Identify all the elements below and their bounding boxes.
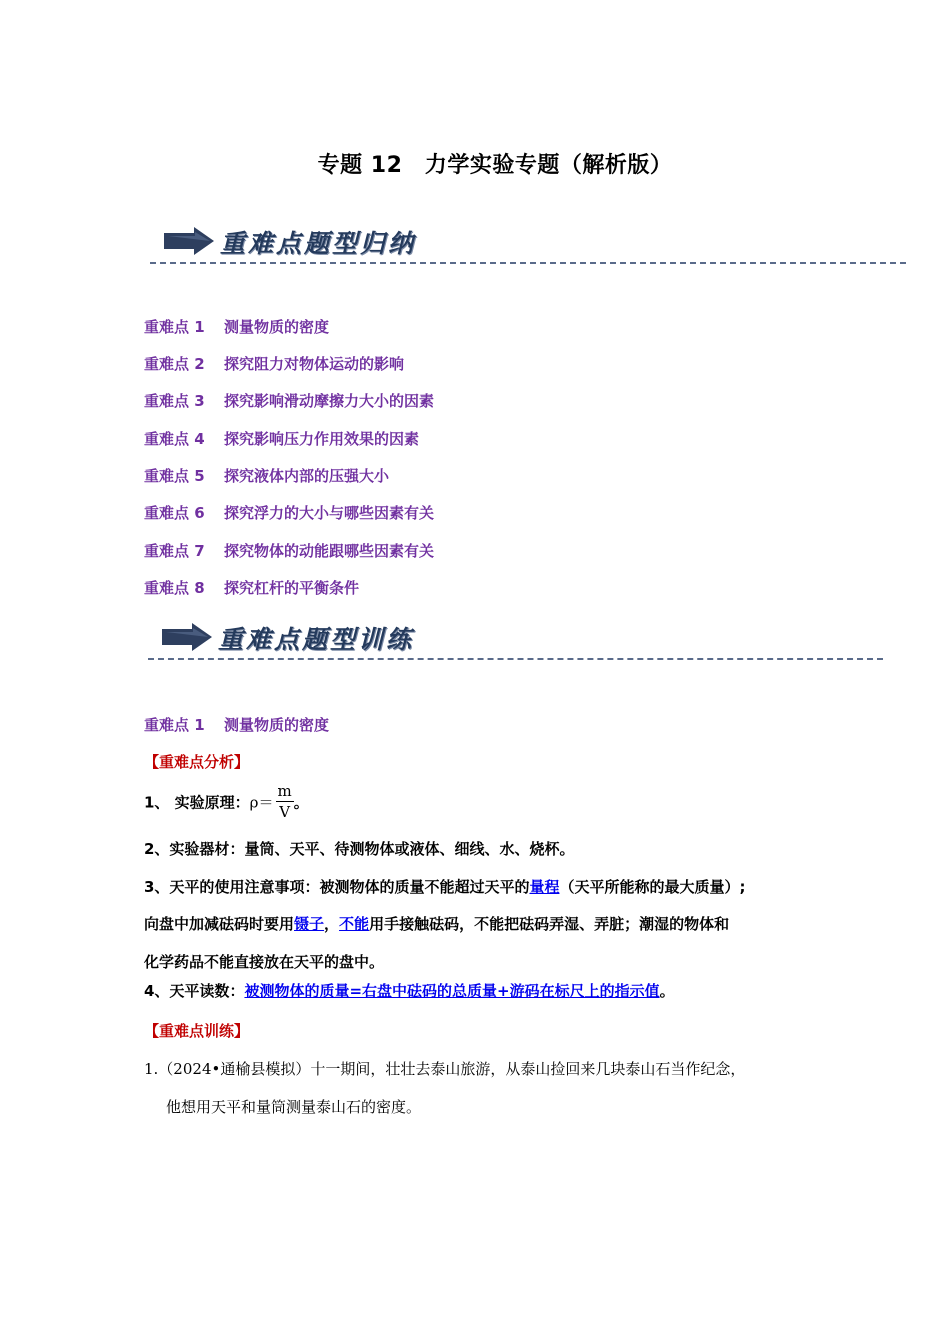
section-heading: 重难点 1 测量物质的密度 [144,716,330,734]
toc-item[interactable]: 重难点 5 探究液体内部的压强大小 [144,467,390,485]
notes-line-2: 向盘中加减砝码时要用镊子，不能用手接触砝码，不能把砝码弄湿、弄脏；潮湿的物体和 [144,915,730,933]
banner-summary-label: 重难点题型归纳 [220,229,417,258]
arrow-right-icon [164,227,214,255]
banner-divider [150,262,906,264]
principle-line: 1、 实验原理：ρ＝ $\frac{m}{V}$ 。 [144,782,309,821]
equipment-line: 2、实验器材：量筒、天平、待测物体或液体、细线、水、烧杯。 [144,840,575,858]
rho-symbol: ρ＝ [249,793,274,812]
notes-line-1: 3、天平的使用注意事项：被测物体的质量不能超过天平的量程（天平所能称的最大质量）; [144,878,746,896]
link-cannot[interactable]: 不能 [339,915,370,933]
toc-item[interactable]: 重难点 6 探究浮力的大小与哪些因素有关 [144,504,435,522]
link-reading-formula[interactable]: 被测物体的质量=右盘中砝码的总质量+游码在标尺上的指示值 [244,982,660,1000]
question-1-line-2: 他想用天平和量筒测量泰山石的密度。 [166,1098,422,1116]
banner-training-label: 重难点题型训练 [218,625,415,654]
density-fraction: $\frac{m}{V}$ [277,782,292,821]
analysis-heading: 【重难点分析】 [144,753,250,771]
toc-item[interactable]: 重难点 4 探究影响压力作用效果的因素 [144,430,420,448]
link-tweezers[interactable]: 镊子 [294,915,325,933]
link-range[interactable]: 量程 [529,878,560,896]
training-heading: 【重难点训练】 [144,1022,250,1040]
toc-item[interactable]: 重难点 8 探究杠杆的平衡条件 [144,579,360,597]
toc-item[interactable]: 重难点 1 测量物质的密度 [144,318,330,336]
reading-line: 4、天平读数：被测物体的质量=右盘中砝码的总质量+游码在标尺上的指示值。 [144,982,675,1000]
toc-item[interactable]: 重难点 3 探究影响滑动摩擦力大小的因素 [144,392,435,410]
toc-item[interactable]: 重难点 2 探究阻力对物体运动的影响 [144,355,405,373]
page-title: 专题 12 力学实验专题（解析版） [317,153,673,178]
notes-line-3: 化学药品不能直接放在天平的盘中。 [144,953,385,971]
banner-training [148,620,883,660]
question-1-line-1: 1.（2024•通榆县模拟）十一期间，壮壮去泰山旅游，从泰山捡回来几块泰山石当作纪念， [144,1060,746,1078]
banner-summary [150,224,906,264]
toc-item[interactable]: 重难点 7 探究物体的动能跟哪些因素有关 [144,542,435,560]
arrow-right-icon [162,623,212,651]
banner-divider [148,658,883,660]
